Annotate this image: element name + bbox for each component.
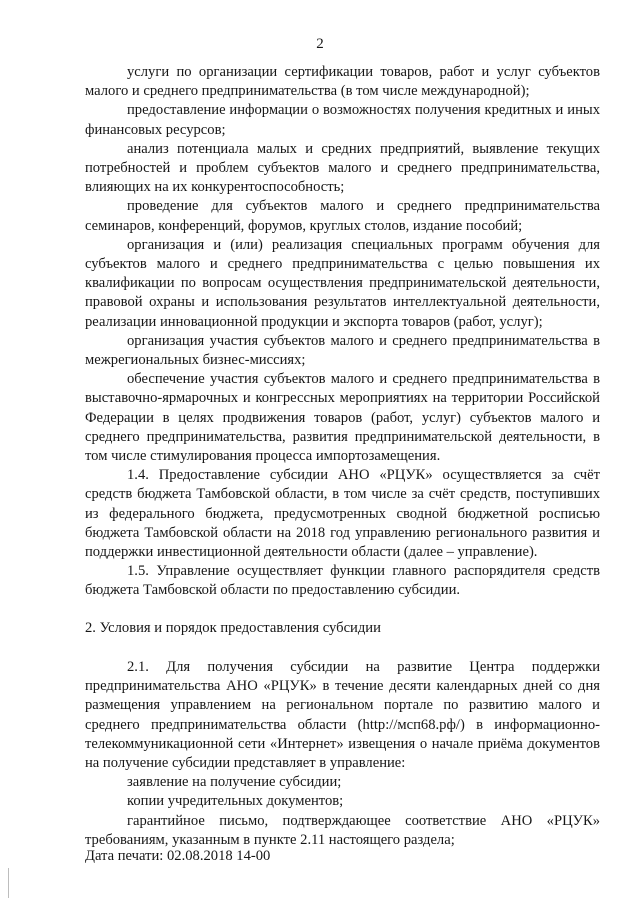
section-heading: 2. Условия и порядок предоставления субсидии [85,619,381,636]
paragraph-enterprise-analysis: анализ потенциала малых и средних предприятий, выявление текущих потребностей и проблем субъектов малого и среднего предпринимательства, влияющих на их конкурентоспособность; [85,140,600,196]
paragraph-exhibitions: обеспечение участия субъектов малого и среднего предпринимательства в выставочно-ярмарочных и конгрессных мероприятиях на территории Российской Федерации в целях продвижения товаров (работ, услуг) субъектов малого и среднего предпринимательства, развития предпринимательской деятельности, в том числе стимулирования процесса импортозамещения. [85,371,600,465]
list-item-application: заявление на получение субсидии; [127,774,342,791]
paragraph-2-1-documents: 2.1. Для получения субсидии на развитие Центра поддержки предпринимательства АНО «РЦУК» в течение десяти календарных дней со дня размещения управлением на региональном портале по развитию малого и среднего предпринимательства области (http://мсп68.рф/) в информационно-телекоммуникационной сети «Интернет» извещения о начале приёма документов на получение субсидии представляет в управление: [85,658,600,771]
list-item-founding-docs: копии учредительных документов; [127,793,344,810]
paragraph-financial-info: предоставление информации о возможностях получения кредитных и иных финансовых ресурсов; [85,102,600,138]
paragraph-training-programs: организация и (или) реализация специальных программ обучения для субъектов малого и среднего предпринимательства с целью повышения их квалификации по вопросам осуществления предпринимательской деятельности, правовой охраны и использования результатов интеллектуальной деятельности, реализации инновационной продукции и экспорта товаров (работ, услуг); [85,236,600,330]
print-date: Дата печати: 02.08.2018 14-00 [85,848,271,864]
paragraph-seminars: проведение для субъектов малого и среднего предпринимательства семинаров, конференций, форумов, круглых столов, издание пособий; [85,198,600,234]
paragraph-1-5-management-role: 1.5. Управление осуществляет функции главного распорядителя средств бюджета Тамбовской области по предоставлению субсидии. [85,563,600,599]
page-number: 2 [316,36,324,52]
list-item-guarantee-letter: гарантийное письмо, подтверждающее соответствие АНО «РЦУК» требованиям, указанным в пункте 2.11 настоящего раздела; [85,812,600,848]
scan-margin-mark [8,868,9,898]
paragraph-1-4-subsidy-funding: 1.4. Предоставление субсидии АНО «РЦУК» осуществляется за счёт средств бюджета Тамбовской области, в том числе за счёт средств, поступивших из федерального бюджета, предусмотренных сводной бюджетной росписью бюджета Тамбовской области на 2018 год управлению регионального развития и поддержки инвестиционной деятельности области (далее – управление). [85,467,600,561]
document-body [85,63,600,850]
paragraph-business-missions: организация участия субъектов малого и среднего предпринимательства в межрегиональных бизнес-миссиях; [85,332,600,369]
paragraph-certification-services: услуги по организации сертификации товаров, работ и услуг субъектов малого и среднего предпринимательства (в том числе международной); [85,64,600,100]
